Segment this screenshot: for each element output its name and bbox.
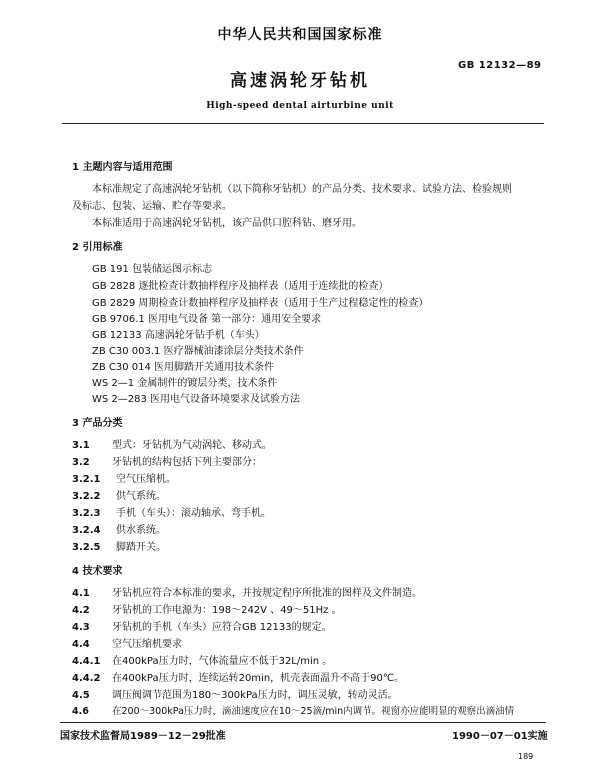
document-title-cn: 高速涡轮牙钻机 bbox=[230, 71, 370, 91]
page-number: 189 bbox=[518, 752, 534, 761]
clause-number: 4.1 bbox=[72, 588, 90, 599]
clause-number: 4.4.2 bbox=[72, 673, 101, 684]
clause-text: 型式：牙钻机为气动涡轮、移动式。 bbox=[112, 440, 272, 451]
issuing-country-heading: 中华人民共和国国家标准 bbox=[217, 27, 383, 43]
clause-text: 供气系统。 bbox=[116, 491, 166, 502]
footer-divider bbox=[60, 722, 546, 723]
clause-item bbox=[72, 635, 182, 650]
reference-item: GB 191 包装储运图示标志 bbox=[92, 264, 213, 275]
reference-item: WS 2—1 金属制件的镀层分类，技术条件 bbox=[92, 378, 278, 389]
clause-text: 牙钻机的工作电源为：198～242V 、49～51Hz 。 bbox=[112, 605, 342, 616]
clause-item bbox=[72, 453, 262, 468]
reference-item: ZB C30 003.1 医疗器械油漆涂层分类技术条件 bbox=[92, 346, 304, 357]
approval-date: 国家技术监督局1989－12－29批准 bbox=[60, 731, 226, 742]
reference-item: WS 2—283 医用电气设备环境要求及试验方法 bbox=[92, 394, 301, 405]
clause-text: 手机（车头）：滚动轴承、弯手机。 bbox=[116, 508, 271, 519]
clause-number: 3.1 bbox=[72, 440, 90, 451]
clause-item bbox=[72, 652, 332, 667]
clause-number: 3.2 bbox=[72, 457, 90, 468]
clause-text: 牙钻机的手机（车头）应符合GB 12133的规定。 bbox=[112, 622, 332, 633]
clause-item bbox=[72, 487, 166, 502]
section-1-paragraph-1-line-1: 本标准规定了高速涡轮牙钻机（以下简称牙钻机）的产品分类、技术要求、试验方法、检验规则 bbox=[92, 184, 512, 195]
clause-item bbox=[72, 686, 398, 701]
clause-text: 空气压缩机要求 bbox=[112, 639, 182, 650]
clause-text: 在200～300kPa压力时，滴油速度应在10～25滴/min内调节。视窗亦应能明显的观察出滴油情 bbox=[112, 706, 515, 717]
clause-item bbox=[72, 436, 272, 451]
clause-text: 在400kPa压力时，气体流量应不低于32L/min 。 bbox=[112, 656, 333, 667]
section-4-heading: 4 技术要求 bbox=[72, 566, 123, 577]
clause-number: 4.6 bbox=[72, 706, 89, 717]
clause-item bbox=[72, 703, 514, 717]
section-1-paragraph-2: 本标准适用于高速涡轮牙钻机，该产品供口腔科钻、磨牙用。 bbox=[92, 218, 362, 229]
section-1-paragraph-1-line-2: 及标志、包装、运输、贮存等要求。 bbox=[72, 201, 232, 212]
reference-item: GB 2828 逐批检查计数抽样程序及抽样表（适用于连续批的检查） bbox=[92, 281, 389, 292]
clause-item bbox=[72, 669, 404, 684]
clause-number: 3.2.3 bbox=[72, 508, 101, 519]
clause-number: 4.4 bbox=[72, 639, 90, 650]
clause-text: 调压阀调节范围为180～300kPa压力时，调压灵敏，转动灵活。 bbox=[112, 690, 398, 701]
clause-text: 牙钻机应符合本标准的要求，并按规定程序所批准的图样及文件制造。 bbox=[112, 588, 422, 599]
clause-number: 3.2.2 bbox=[72, 491, 101, 502]
effective-date: 1990－07－01实施 bbox=[452, 731, 548, 742]
clause-text: 供水系统。 bbox=[116, 525, 166, 536]
clause-item bbox=[72, 601, 342, 616]
reference-item: GB 2829 周期检查计数抽样程序及抽样表（适用于生产过程稳定性的检查） bbox=[92, 298, 429, 309]
section-1-heading: 1 主题内容与适用范围 bbox=[72, 162, 173, 173]
clause-number: 3.2.1 bbox=[72, 474, 101, 485]
clause-number: 4.2 bbox=[72, 605, 90, 616]
clause-number: 4.5 bbox=[72, 690, 90, 701]
reference-item: GB 12133 高速涡轮牙钻手机（车头） bbox=[92, 330, 265, 341]
section-3-heading: 3 产品分类 bbox=[72, 418, 123, 429]
header-divider bbox=[62, 123, 544, 124]
reference-item: ZB C30 014 医用脚踏开关通用技术条件 bbox=[92, 362, 275, 373]
section-2-heading: 2 引用标准 bbox=[72, 242, 123, 253]
clause-item bbox=[72, 470, 176, 485]
clause-item bbox=[72, 618, 332, 633]
clause-text: 牙钻机的结构包括下列主要部分： bbox=[112, 457, 262, 468]
clause-item bbox=[72, 538, 166, 553]
clause-number: 4.3 bbox=[72, 622, 90, 633]
clause-number: 4.4.1 bbox=[72, 656, 101, 667]
standard-number: GB 12132—89 bbox=[458, 60, 542, 71]
clause-number: 3.2.4 bbox=[72, 525, 101, 536]
reference-item: GB 9706.1 医用电气设备 第一部分：通用安全要求 bbox=[92, 314, 322, 325]
document-title-en: High-speed dental airturbine unit bbox=[206, 101, 394, 111]
clause-text: 在400kPa压力时，连续运转20min，机壳表面温升不高于90℃。 bbox=[112, 673, 405, 684]
clause-number: 3.2.5 bbox=[72, 542, 101, 553]
clause-text: 空气压缩机。 bbox=[116, 474, 176, 485]
clause-item bbox=[72, 504, 271, 519]
clause-item bbox=[72, 584, 422, 599]
clause-item bbox=[72, 521, 166, 536]
clause-text: 脚踏开关。 bbox=[116, 542, 166, 553]
